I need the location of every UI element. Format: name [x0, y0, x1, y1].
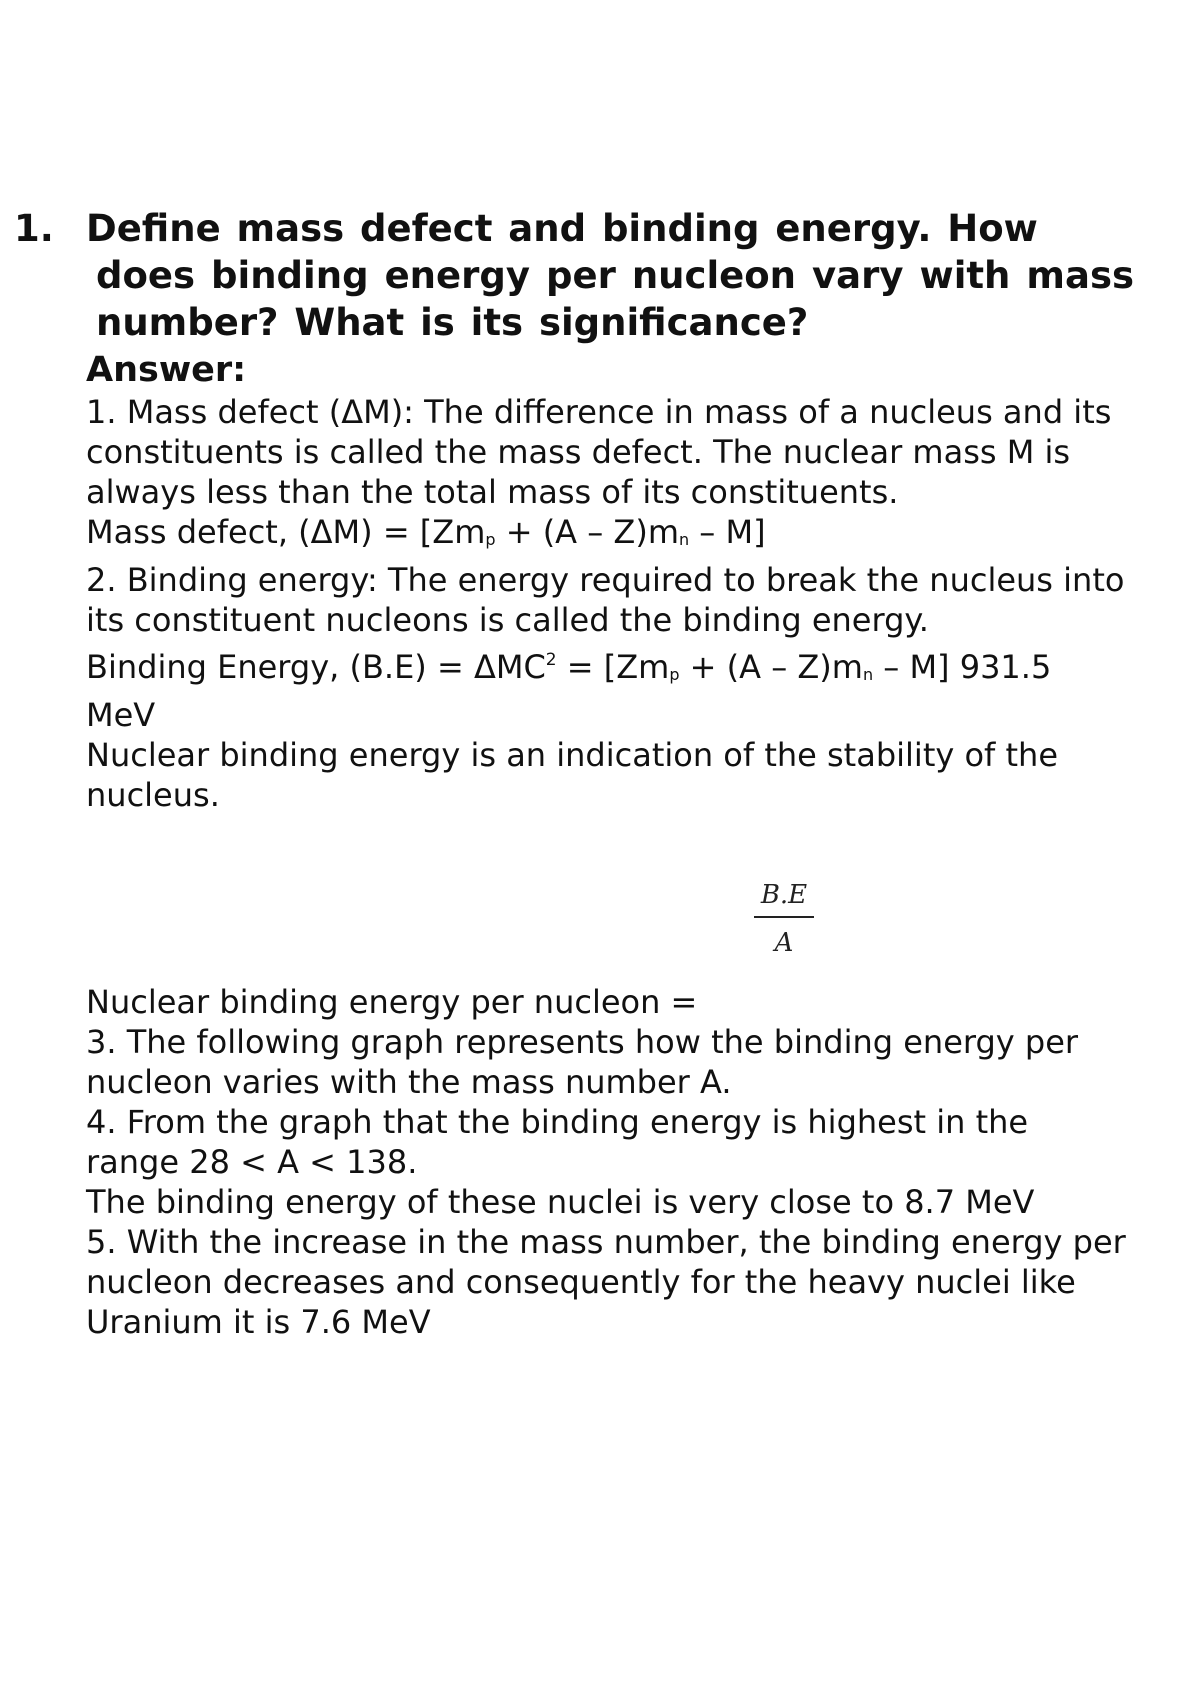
fraction-denominator: A: [774, 928, 794, 958]
binding-energy-definition: 2. Binding energy: The energy required to break the nucleus into its constituent nucleons is called the binding energy.: [86, 561, 1125, 639]
answer-heading: Answer:: [86, 350, 247, 390]
question-block: [14, 205, 1134, 346]
point-5: 5. With the increase in the mass number, the binding energy per nucleon decreases and consequently for the heavy nuclei like Uranium it is 7.6 MeV: [86, 1223, 1126, 1341]
per-nucleon-label: Nuclear binding energy per nucleon =: [86, 983, 698, 1021]
stability-note: Nuclear binding energy is an indication of the stability of the nucleus.: [86, 736, 1058, 814]
answer-body: [86, 392, 1126, 815]
binding-energy-formula: Binding Energy, $(B.E) = \Delta MC^2 = [Zmp + (A - Z)mn - M]$ 931.5 MeV: [86, 648, 1052, 734]
mass-defect-formula: Mass defect, (ΔM) = [Zmp + (A – Z)mn – M]: [86, 513, 766, 551]
mass-defect-definition: 1. Mass defect (ΔM): The difference in mass of a nucleus and its constituents is called the mass defect. The nuclear mass M is always less than the total mass of its constituents.: [86, 393, 1112, 511]
question-number: 1.: [14, 207, 54, 250]
be-per-a-fraction: [754, 878, 814, 960]
point-3: 3. The following graph represents how the binding energy per nucleon varies with the mass number A.: [86, 1023, 1079, 1101]
point-4: 4. From the graph that the binding energy is highest in the range 28 < A < 138.: [86, 1103, 1029, 1181]
question-line-rest: does binding energy per nucleon vary with mass number? What is its significance?: [96, 254, 1134, 344]
fraction-bar: [754, 916, 814, 918]
fraction-numerator: B.E: [760, 880, 808, 910]
answer-body-continued: [86, 982, 1126, 1342]
question-text: [86, 205, 1134, 346]
point-4-note: The binding energy of these nuclei is very close to 8.7 MeV: [86, 1183, 1035, 1221]
question-line-1: Define mass defect and binding energy. How: [86, 207, 1038, 250]
